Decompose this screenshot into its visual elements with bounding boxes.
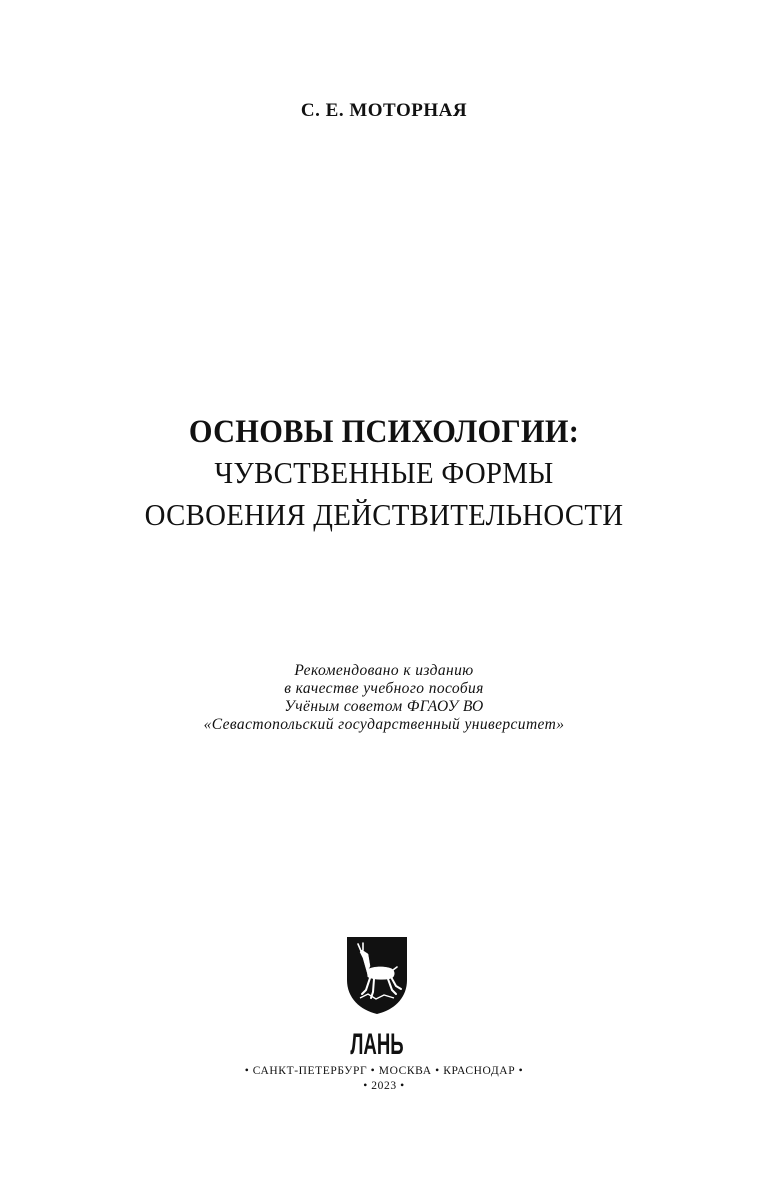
- publisher-logo: [346, 936, 408, 1058]
- recommendation-note: [0, 662, 768, 734]
- recommendation-line-1: Рекомендовано к изданию: [294, 662, 474, 679]
- deer-shield-icon: [346, 936, 408, 1058]
- title-line-sub-1: ЧУВСТВЕННЫЕ ФОРМЫ: [214, 455, 554, 490]
- recommendation-line-2: в качестве учебного пособия: [284, 680, 484, 697]
- title-line-main: ОСНОВЫ ПСИХОЛОГИИ:: [188, 414, 580, 450]
- book-title: [0, 412, 768, 536]
- recommendation-line-3: Учёным советом ФГАОУ ВО: [284, 698, 484, 715]
- recommendation-line-4: «Севастопольский государственный университет»: [203, 716, 565, 733]
- publisher-cities: • САНКТ-ПЕТЕРБУРГ • МОСКВА • КРАСНОДАР •: [244, 1065, 524, 1077]
- author-name: С. Е. МОТОРНАЯ: [300, 100, 468, 121]
- publication-year: • 2023 •: [363, 1080, 405, 1092]
- logo-wordmark: ЛАНЬ: [350, 1027, 404, 1058]
- title-line-sub-2: ОСВОЕНИЯ ДЕЙСТВИТЕЛЬНОСТИ: [144, 497, 624, 532]
